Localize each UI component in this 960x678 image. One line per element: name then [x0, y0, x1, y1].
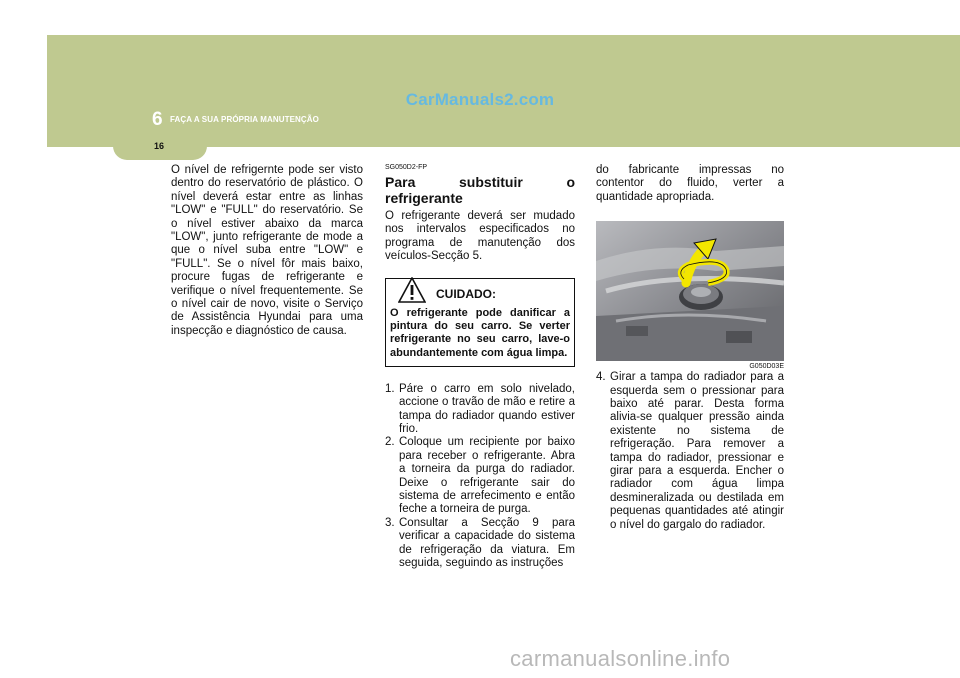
intro-paragraph: O refrigerante deverá ser mudado nos intervalos especificados no programa de manutenção dos veículos-Secção 5.	[385, 210, 575, 263]
list-item	[385, 517, 575, 571]
column-2	[385, 164, 575, 571]
section-heading: Para substituir o refrigerante	[385, 174, 575, 206]
column-3	[596, 164, 784, 532]
chapter-number: 6	[152, 109, 163, 130]
caution-title: CUIDADO:	[436, 286, 496, 301]
caution-box	[385, 278, 575, 367]
radiador-cap-photo	[596, 221, 784, 361]
list-item	[385, 436, 575, 516]
column-1	[171, 164, 363, 338]
section-code: SG050D2-FP	[385, 164, 428, 171]
step-text: Consultar a Secção 9 para verificar a capacidade do sistema de refrigeração da viatura. Em seguida, seguindo as instruções	[399, 516, 575, 570]
watermark-bottom-link[interactable]: carmanualsonline.info	[510, 646, 731, 671]
step-number: 1.	[385, 382, 395, 395]
caution-text: O refrigerante pode danificar a pintura do seu carro. Se verter refrigerante no seu carro, lave-o abundantemente com água limpa.	[390, 306, 570, 359]
page-number: 16	[154, 141, 165, 151]
photo-label: G050D03E	[749, 363, 784, 371]
step-text: Girar a tampa do radiador para a esquerda sem o pressionar para baixo até parar. Desta forma alivia-se qualquer pressão ainda existente no sistema de refrigeração. Para remover a tampa do radiador, pressionar e girar para a esquerda. Encher o radiador com água limpa desmineralizada ou destilada em pequenas quantidades até atingir o nível do gargalo do radiador.	[610, 371, 784, 531]
list-item	[596, 371, 784, 532]
caution-header	[390, 283, 570, 307]
step-number: 2.	[385, 436, 395, 449]
list-item	[385, 383, 575, 437]
coolant-level-paragraph: O nível de refrigernte pode ser visto dentro do reservatório de plástico. O nível deverá estar entre as linhas "LOW" e "FULL" do reservatório. Se o nível estiver abaixo da marca "LOW", junto refrigerante de mode a que o nível suba entre "LOW" e "FULL". Se o nível fôr mais baixo, procure fugas de refrigerante e verifique o nível frequentemente. Se o nível cair de novo, visite o Serviço de Assistência Hyundai para uma inspecção e diagnóstico de causa.	[171, 164, 363, 337]
step-text: Coloque um recipiente por baixo para receber o refrigerante. Abra a torneira da purga do radiador. Deixe o refrigerante sair do sistema de arrefecimento e então feche a torneira de purga.	[399, 436, 575, 516]
step-number: 4.	[596, 371, 606, 384]
chapter-title: FAÇA A SUA PRÓPRIA MANUTENÇÃO	[170, 115, 319, 124]
steps-list	[385, 383, 575, 571]
watermark-top-link[interactable]: CarManuals2.com	[405, 90, 555, 109]
step-number: 3.	[385, 516, 395, 529]
radiator-cap-illustration	[596, 221, 784, 361]
step-text: Páre o carro em solo nivelado, accione o travão de mão e retire a tampa do radiador quando estiver frio.	[399, 382, 575, 436]
warning-triangle-icon	[398, 277, 426, 303]
continuation-paragraph: do fabricante impressas no contentor do fluido, verter a quantidade apropriada.	[596, 164, 784, 203]
